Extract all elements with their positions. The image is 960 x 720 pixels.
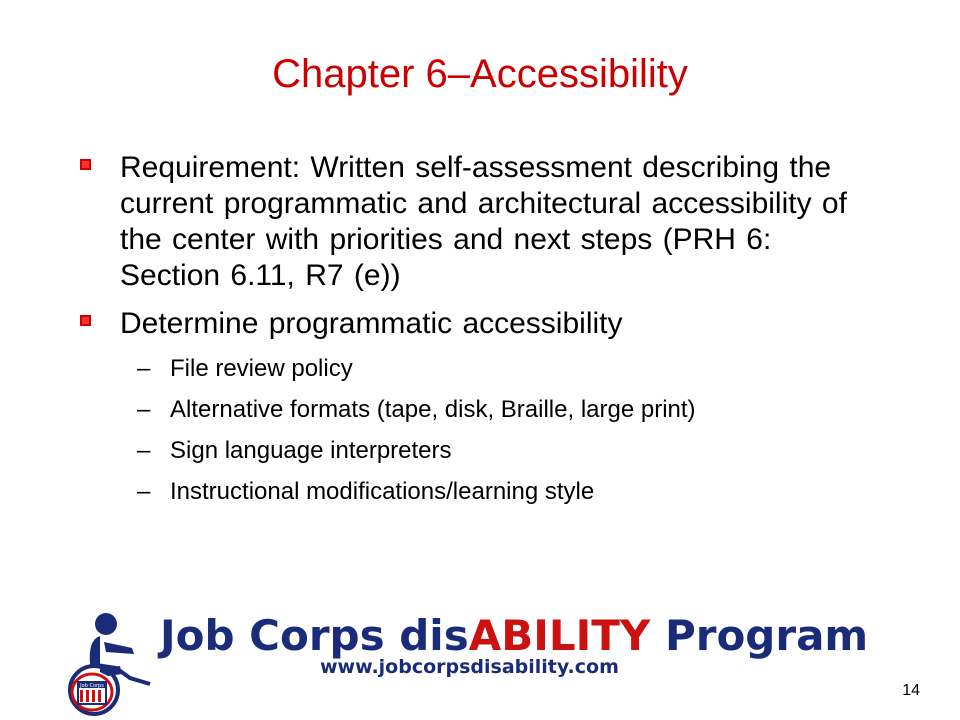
sub-bullet-item [80,395,880,425]
page-number: 14 [902,682,920,699]
sub-bullet-text: Alternative formats (tape, disk, Braille, large print) [170,396,696,423]
slide-content [80,150,880,518]
sub-bullet-item [80,354,880,384]
job-corps-disability-logo [60,612,880,718]
bullet-item [80,306,880,342]
bullet-text: Determine programmatic accessibility [120,307,623,340]
logo-wordmark-end: Program [650,611,869,660]
dash-marker: – [137,355,151,382]
logo-url: www.jobcorpsdisability.com [320,656,619,678]
bullet-item [80,150,880,294]
emblem-label: Job Corps [80,683,104,689]
sub-bullet-text: File review policy [170,355,353,382]
dash-marker: – [137,437,151,464]
wheelchair-figure-icon [60,612,170,718]
square-bullet-icon [80,159,91,170]
dash-marker: – [137,478,151,505]
sub-bullet-item [80,436,880,466]
square-bullet-icon [80,315,91,326]
logo-wordmark-start: Job Corps dis [160,611,469,660]
bullet-text: Requirement: Written self-assessment describing the current programmatic and architectural accessibility of the center with priorities and next steps (PRH 6: Section 6.11, R7 (e)) [120,151,847,292]
sub-bullet-text: Sign language interpreters [170,437,452,464]
logo-wordmark [160,612,940,660]
dash-marker: – [137,396,151,423]
slide-title: Chapter 6–Accessibility [272,52,688,96]
logo-wordmark-emphasis: ABILITY [468,611,651,660]
sub-bullet-text: Instructional modifications/learning style [170,478,595,505]
sub-bullet-item [80,477,880,507]
